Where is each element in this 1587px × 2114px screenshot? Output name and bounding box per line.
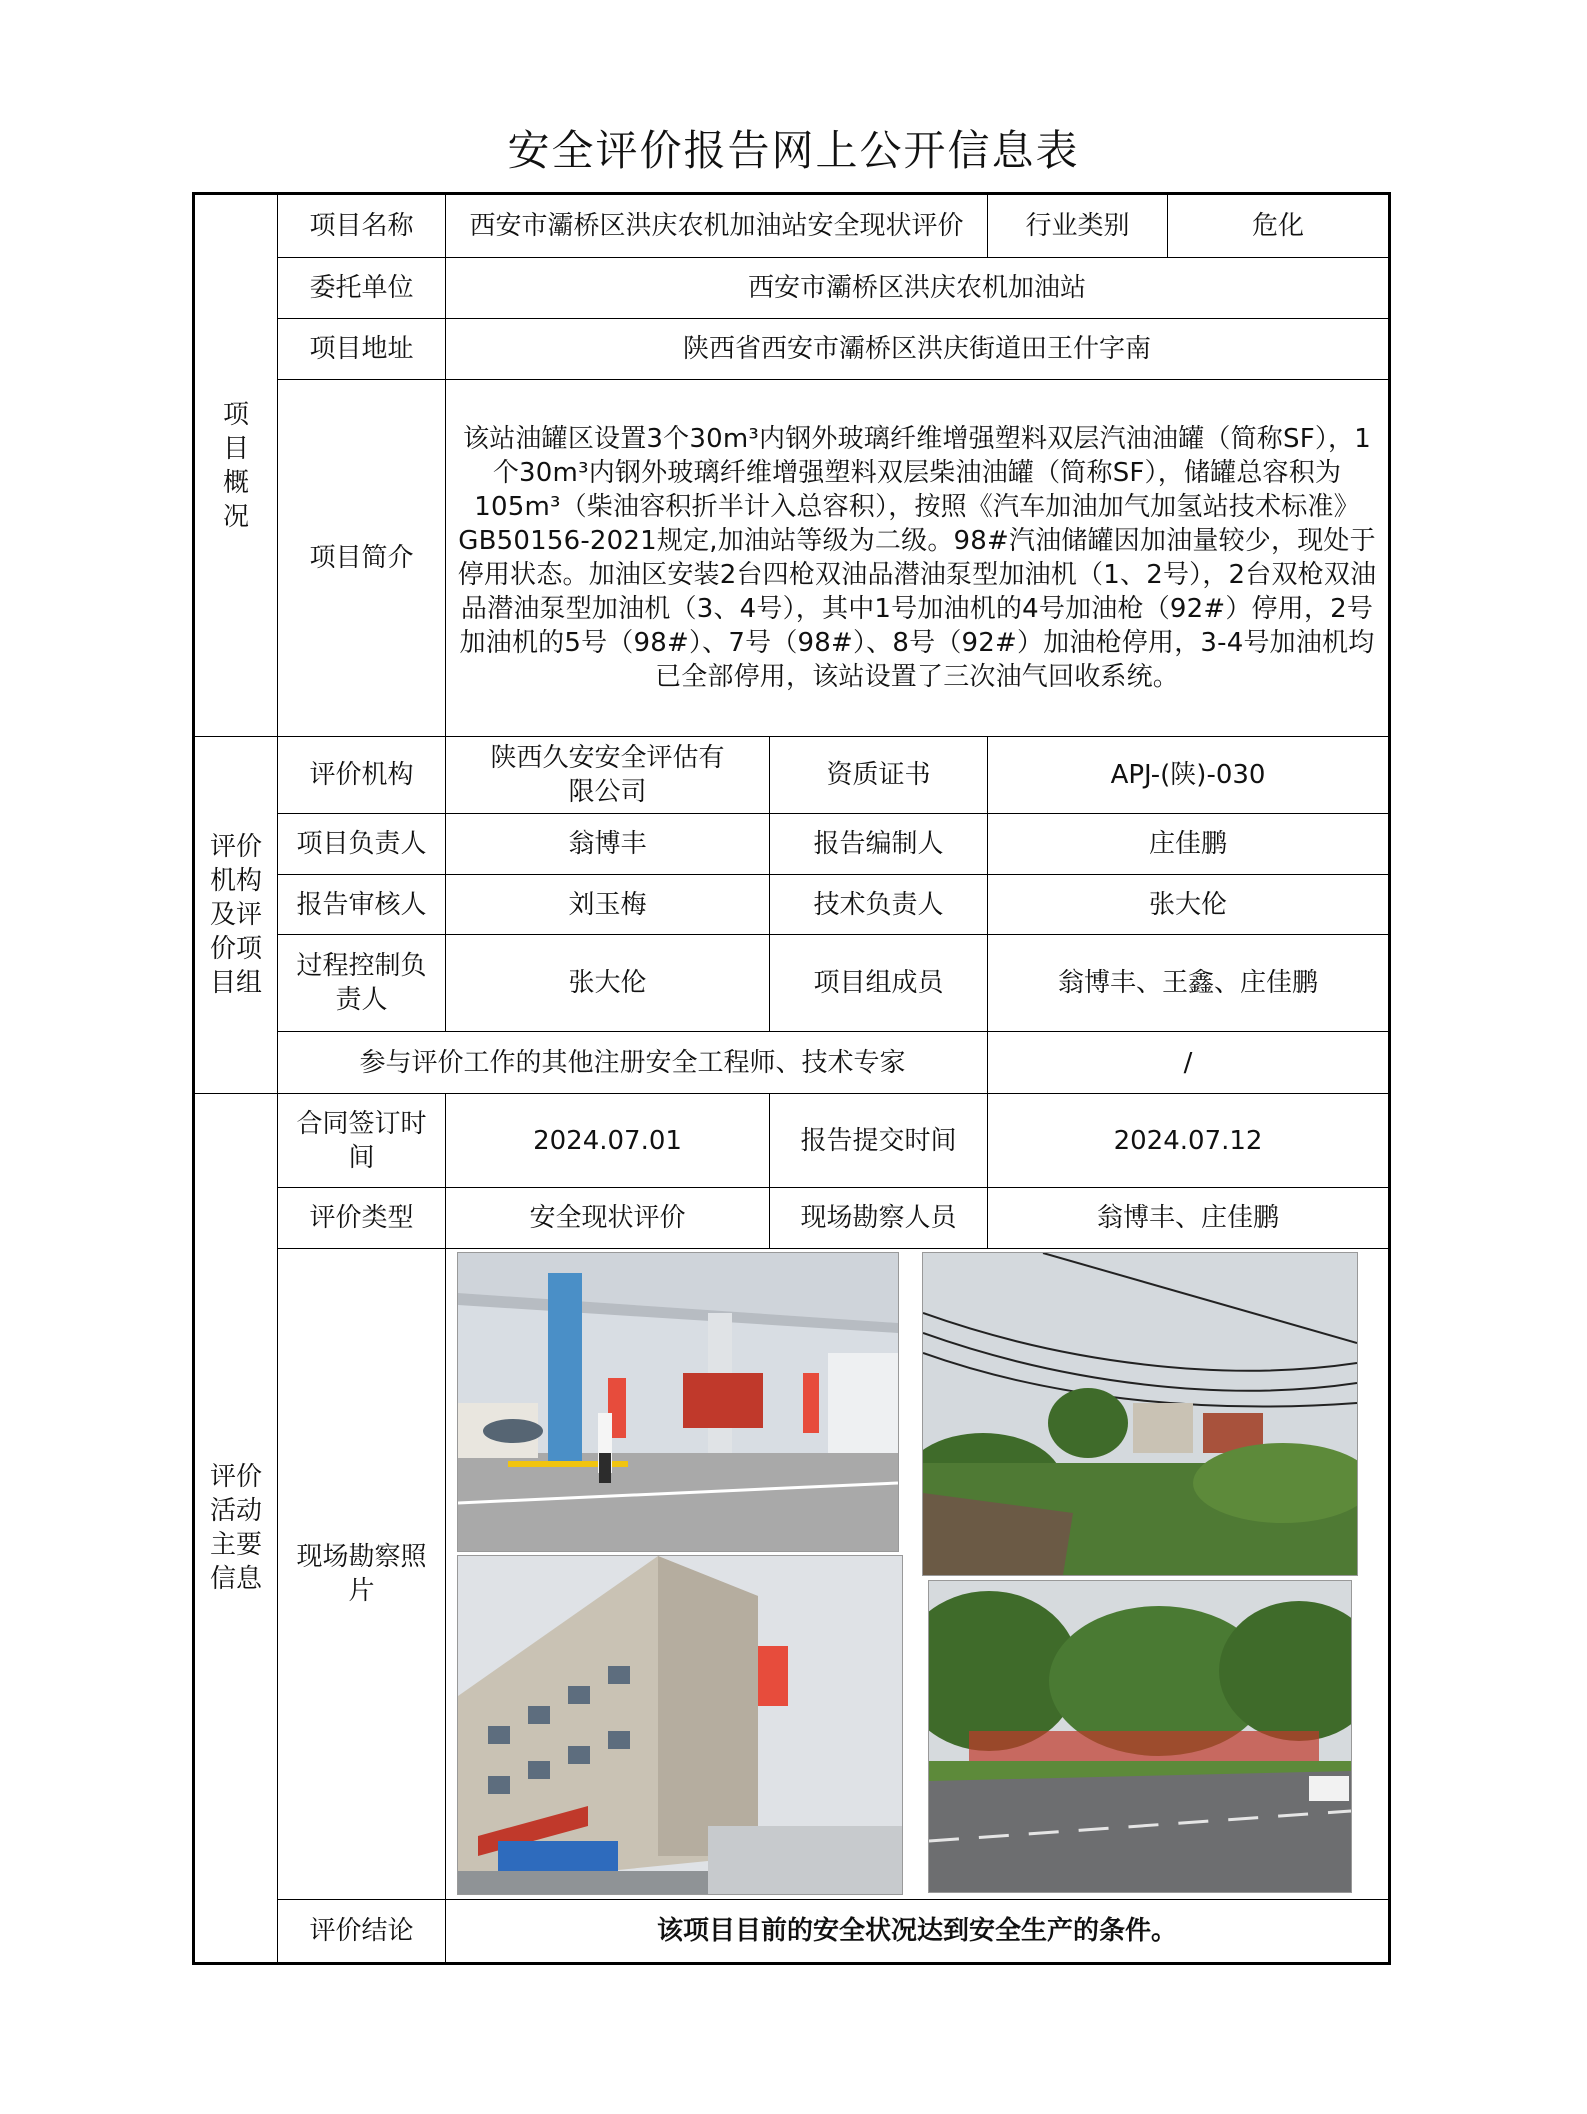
- agency-value: 陕西久安安全评估有限公司: [446, 737, 770, 814]
- page-title: 安全评价报告网上公开信息表: [507, 126, 1080, 175]
- photos-cell: [446, 1249, 1390, 1900]
- contract-value: 2024.07.01: [446, 1094, 770, 1188]
- cert-value: APJ-(陕)-030: [988, 737, 1390, 814]
- conclusion-value: 该项目目前的安全状况达到安全生产的条件。: [446, 1900, 1390, 1964]
- section-org: 评价机构及评价项目组: [194, 737, 278, 1094]
- members-value: 翁博丰、王鑫、庄佳鹏: [988, 935, 1390, 1032]
- project-name-label: 项目名称: [278, 194, 446, 258]
- tech-label: 技术负责人: [770, 875, 988, 935]
- leader-label: 项目负责人: [278, 814, 446, 875]
- members-label: 项目组成员: [770, 935, 988, 1032]
- others-label: 参与评价工作的其他注册安全工程师、技术专家: [278, 1032, 988, 1094]
- photo-road: [928, 1580, 1352, 1893]
- client-value: 西安市灞桥区洪庆农机加油站: [446, 258, 1390, 319]
- photo-field: [922, 1252, 1358, 1576]
- photos-label: 现场勘察照片: [278, 1249, 446, 1900]
- address-value: 陕西省西安市灞桥区洪庆街道田王什字南: [446, 319, 1390, 380]
- process-label: 过程控制负责人: [278, 935, 446, 1032]
- address-label: 项目地址: [278, 319, 446, 380]
- photo-station-canopy: [457, 1252, 899, 1552]
- others-value: /: [988, 1032, 1390, 1094]
- contract-label: 合同签订时间: [278, 1094, 446, 1188]
- intro-text: 该站油罐区设置3个30m³内钢外玻璃纤维增强塑料双层汽油油罐（简称SF），1个30m³内钢外玻璃纤维增强塑料双层柴油油罐（简称SF），储罐总容积为105m³（柴油容积折半计入总容积），按照《汽车加油加气加氢站技术标准》GB50156-2021规定,加油站等级为二级。98#汽油储罐因加油量较少，现处于停用状态。加油区安装2台四枪双油品潜油泵型加油机（1、2号），2台双枪双油品潜油泵型加油机（3、4号），其中1号加油机的4号加油枪（92#）停用，2号加油机的5号（98#）、7号（98#）、8号（92#）加油枪停用，3-4号加油机均已全部停用，该站设置了三次油气回收系统。: [446, 380, 1390, 737]
- submit-label: 报告提交时间: [770, 1094, 988, 1188]
- submit-value: 2024.07.12: [988, 1094, 1390, 1188]
- project-name: 西安市灞桥区洪庆农机加油站安全现状评价: [446, 194, 988, 258]
- reviewer-value: 刘玉梅: [446, 875, 770, 935]
- process-value: 张大伦: [446, 935, 770, 1032]
- section-activity: 评价活动主要信息: [194, 1094, 278, 1964]
- surveyor-label: 现场勘察人员: [770, 1188, 988, 1249]
- photo-building: [457, 1555, 903, 1895]
- type-label: 评价类型: [278, 1188, 446, 1249]
- compiler-value: 庄佳鹏: [988, 814, 1390, 875]
- section-overview: 项目概况: [194, 194, 278, 737]
- industry-label: 行业类别: [988, 194, 1168, 258]
- reviewer-label: 报告审核人: [278, 875, 446, 935]
- type-value: 安全现状评价: [446, 1188, 770, 1249]
- agency-label: 评价机构: [278, 737, 446, 814]
- tech-value: 张大伦: [988, 875, 1390, 935]
- industry-value: 危化: [1168, 194, 1390, 258]
- info-table: [192, 192, 1391, 1965]
- conclusion-label: 评价结论: [278, 1900, 446, 1964]
- client-label: 委托单位: [278, 258, 446, 319]
- compiler-label: 报告编制人: [770, 814, 988, 875]
- cert-label: 资质证书: [770, 737, 988, 814]
- intro-label: 项目简介: [278, 380, 446, 737]
- leader-value: 翁博丰: [446, 814, 770, 875]
- surveyor-value: 翁博丰、庄佳鹏: [988, 1188, 1390, 1249]
